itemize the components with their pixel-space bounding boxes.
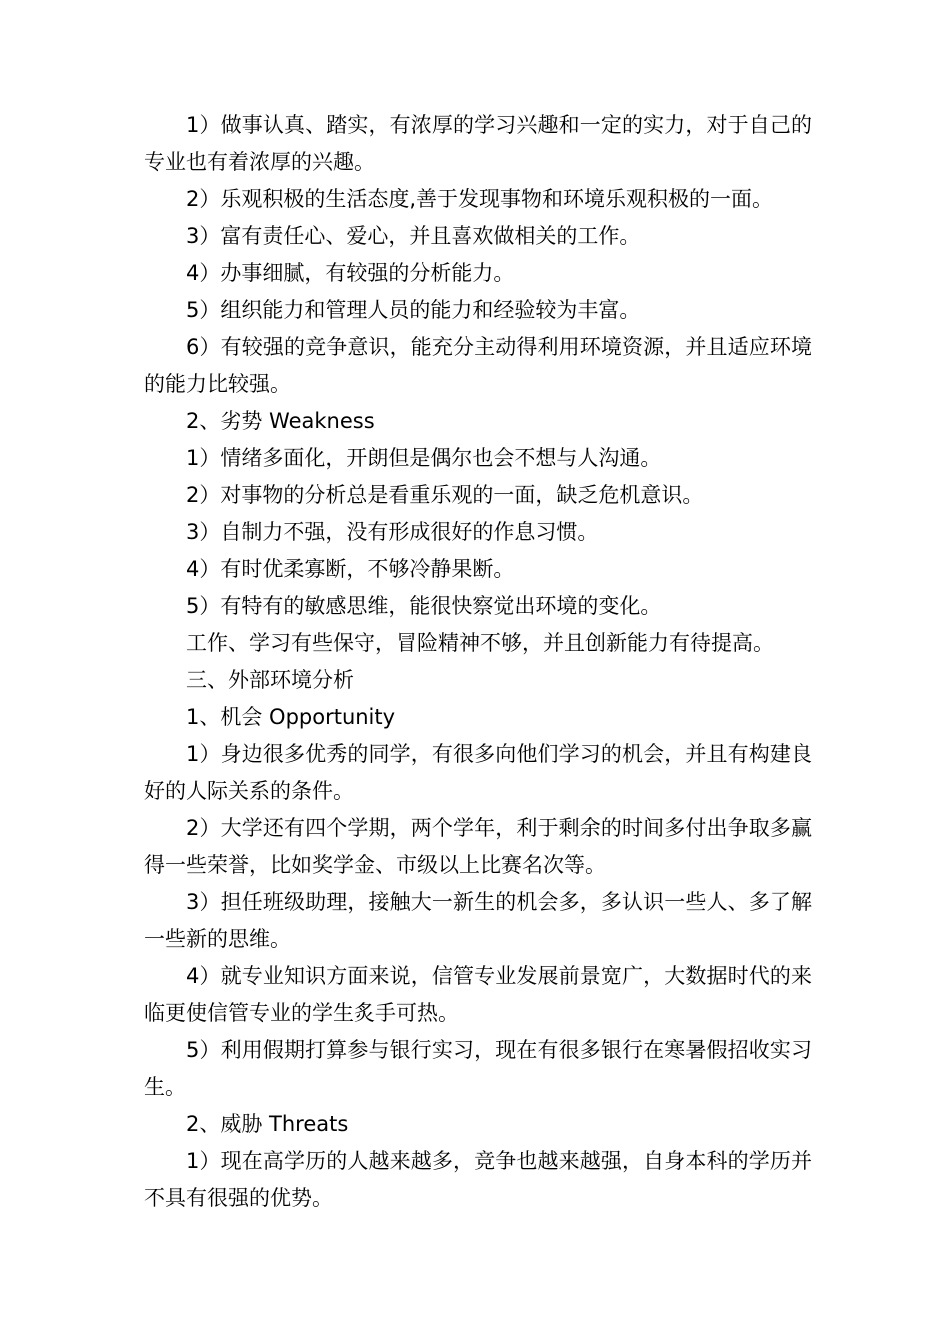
paragraph-threats-1: 1）现在高学历的人越来越多，竞争也越来越强，自身本科的学历并不具有很强的优势。 (144, 1149, 812, 1210)
paragraph-strength-5: 5）组织能力和管理人员的能力和经验较为丰富。 (186, 298, 641, 322)
paragraph-opportunity-4: 4）就专业知识方面来说，信管专业发展前景宽广，大数据时代的来临更使信管专业的学生炙手可热。 (144, 964, 812, 1025)
paragraph-opportunity-2: 2）大学还有四个学期，两个学年，利于剩余的时间多付出争取多赢得一些荣誉，比如奖学金、市级以上比赛名次等。 (144, 816, 812, 877)
paragraph-opportunity-5: 5）利用假期打算参与银行实习，现在有很多银行在寒暑假招收实习生。 (144, 1038, 812, 1099)
paragraph-weakness-2: 2）对事物的分析总是看重乐观的一面，缺乏危机意识。 (186, 483, 704, 507)
paragraph-weakness-4: 4）有时优柔寡断，不够冷静果断。 (186, 557, 515, 581)
paragraph-weakness-5: 5）有特有的敏感思维，能很快察觉出环境的变化。 (186, 594, 662, 618)
paragraph-weakness-1: 1）情绪多面化，开朗但是偶尔也会不想与人沟通。 (186, 446, 662, 470)
heading-opportunity: 1、机会 Opportunity (186, 705, 396, 729)
paragraph-strength-2: 2）乐观积极的生活态度,善于发现事物和环境乐观积极的一面。 (186, 187, 774, 211)
heading-weakness: 2、劣势 Weakness (186, 409, 375, 433)
paragraph-strength-4: 4）办事细腻，有较强的分析能力。 (186, 261, 515, 285)
paragraph-weakness-summary: 工作、学习有些保守，冒险精神不够，并且创新能力有待提高。 (186, 631, 774, 655)
paragraph-weakness-3: 3）自制力不强，没有形成很好的作息习惯。 (186, 520, 599, 544)
paragraph-strength-3: 3）富有责任心、爱心，并且喜欢做相关的工作。 (186, 224, 641, 248)
paragraph-opportunity-1: 1）身边很多优秀的同学，有很多向他们学习的机会，并且有构建良好的人际关系的条件。 (144, 742, 812, 803)
paragraph-opportunity-3: 3）担任班级助理，接触大一新生的机会多，多认识一些人、多了解一些新的思维。 (144, 890, 812, 951)
heading-threats: 2、威胁 Threats (186, 1112, 349, 1136)
document-body (144, 107, 812, 1217)
paragraph-strength-1: 1）做事认真、踏实，有浓厚的学习兴趣和一定的实力，对于自己的专业也有着浓厚的兴趣。 (144, 113, 812, 174)
paragraph-strength-6: 6）有较强的竞争意识，能充分主动得利用环境资源，并且适应环境的能力比较强。 (144, 335, 812, 396)
heading-external-analysis: 三、外部环境分析 (186, 668, 354, 692)
